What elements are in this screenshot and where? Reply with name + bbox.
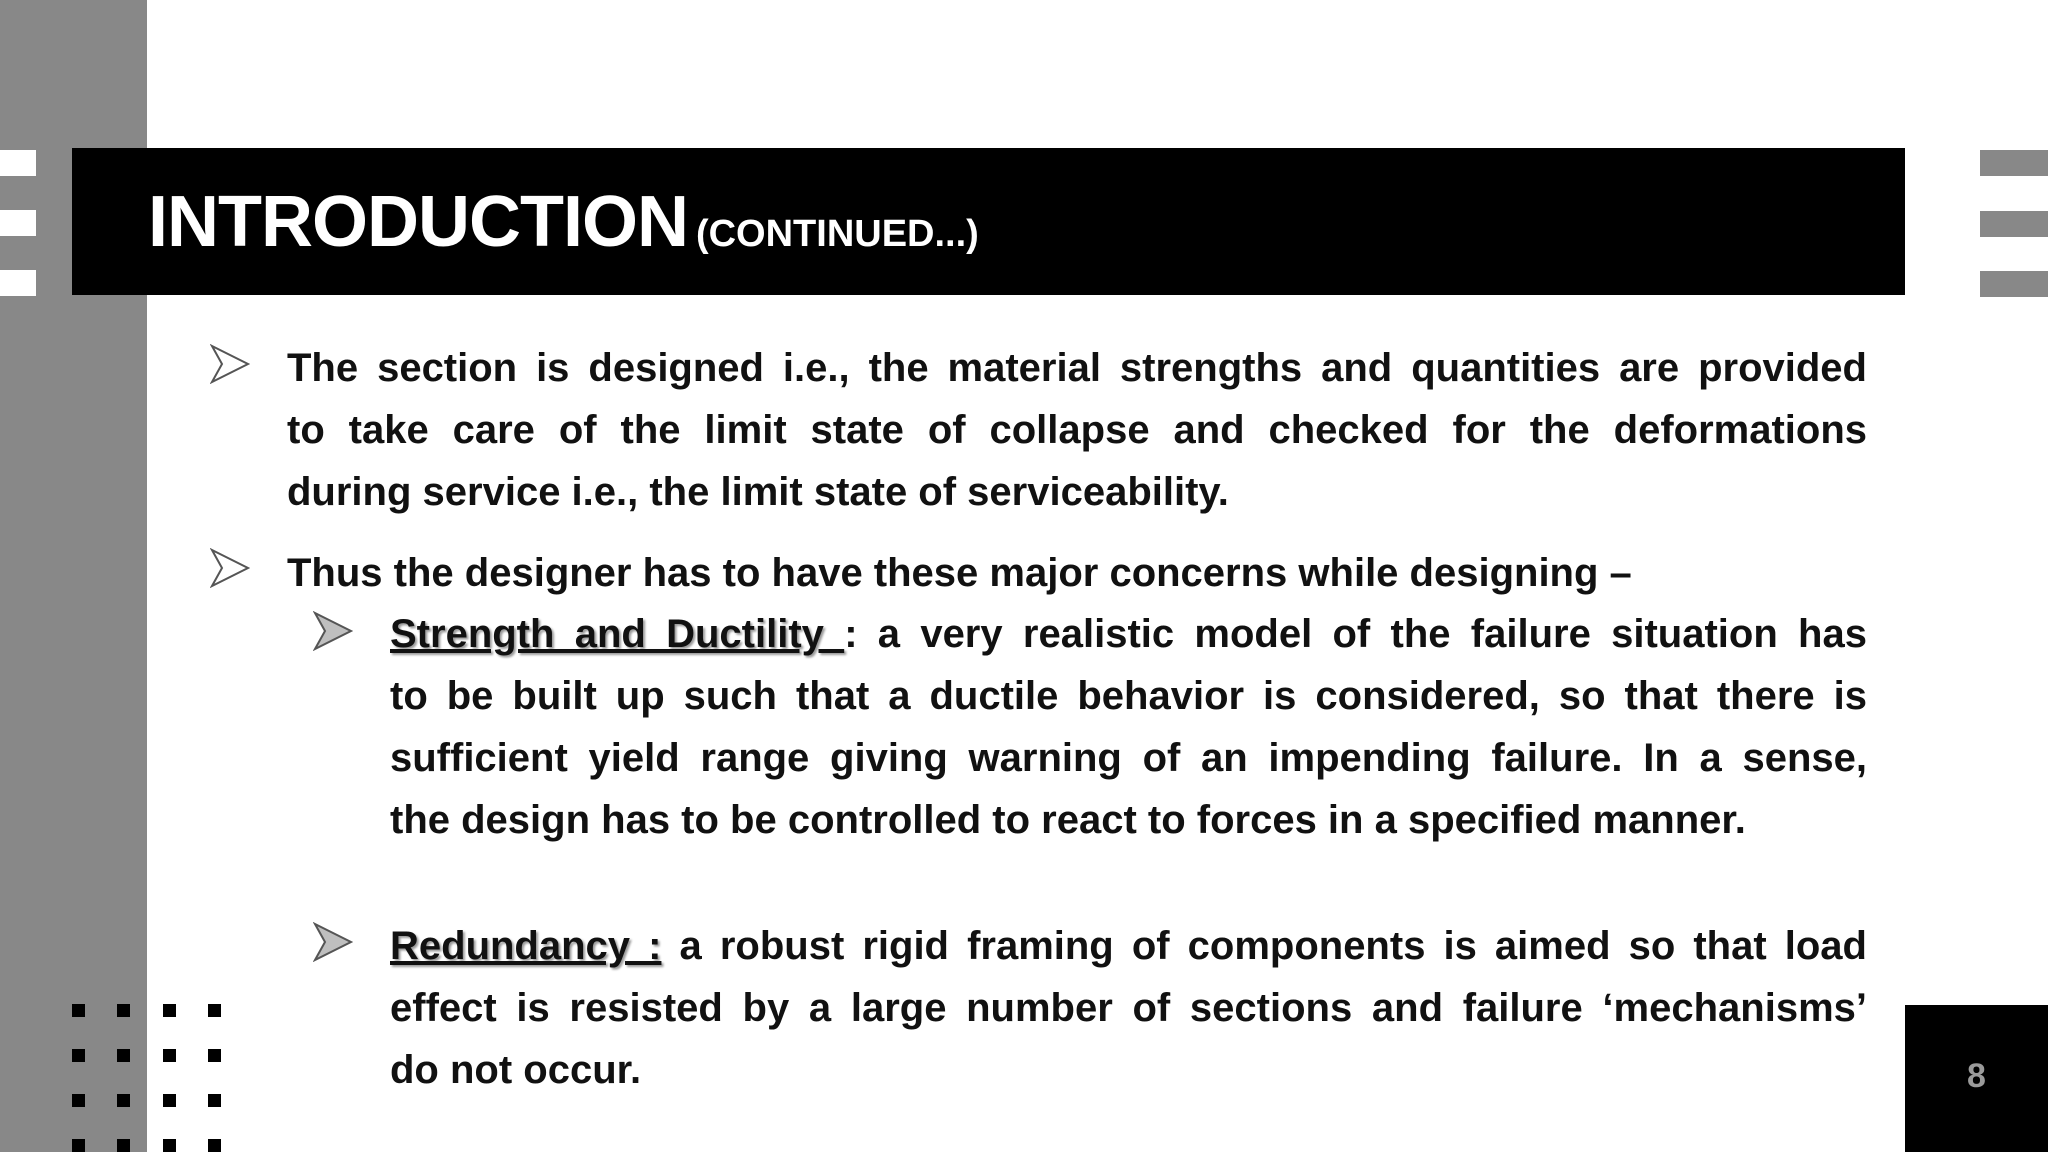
title-main-text: INTRODUCTION xyxy=(148,182,688,262)
bullet-1-line-3: during service i.e., the limit state of serviceability. xyxy=(287,470,1229,514)
arrowhead-bullet-icon xyxy=(313,922,353,962)
redundancy-term: Redundancy : xyxy=(390,924,662,968)
dot-decoration xyxy=(163,1139,176,1152)
sub-bullet-2-line-2: effect is resisted by a large number of sections and failure ‘mechanisms’ xyxy=(390,986,1867,1030)
dot-decoration xyxy=(208,1004,221,1017)
dot-decoration xyxy=(208,1094,221,1107)
strength-ductility-term: Strength and Ductility xyxy=(390,612,845,656)
dot-decoration xyxy=(117,1139,130,1152)
arrowhead-bullet-icon xyxy=(210,548,250,588)
right-stripe-decoration xyxy=(1980,271,2048,297)
dot-decoration xyxy=(117,1049,130,1062)
arrowhead-bullet-icon xyxy=(210,344,250,384)
right-stripe-decoration xyxy=(1980,150,2048,176)
dot-decoration xyxy=(72,1049,85,1062)
dot-decoration xyxy=(72,1004,85,1017)
sub-bullet-1-line-2: to be built up such that a ductile behavior is considered, so that there is xyxy=(390,674,1867,718)
arrowhead-bullet-icon xyxy=(313,611,353,651)
dot-decoration xyxy=(163,1049,176,1062)
left-stripe-decoration xyxy=(0,270,36,296)
sub-bullet-2-text: a robust rigid framing of components is aimed so that load xyxy=(661,924,1867,968)
left-stripe-decoration xyxy=(0,210,36,236)
bullet-2-line-1: Thus the designer has to have these major concerns while designing – xyxy=(287,551,1632,595)
title-subtitle: (CONTINUED...) xyxy=(695,213,979,255)
bullet-1-line-1: The section is designed i.e., the material strengths and quantities are provided xyxy=(287,346,1867,390)
dot-decoration xyxy=(208,1049,221,1062)
slide-title xyxy=(148,180,979,276)
sub-bullet-1-line-3: sufficient yield range giving warning of an impending failure. In a sense, xyxy=(390,736,1867,780)
sub-bullet-1-text: : a very realistic model of the failure situation has xyxy=(844,612,1867,656)
dot-decoration xyxy=(117,1094,130,1107)
page-number: 8 xyxy=(1967,1057,1986,1095)
sub-bullet-2-line-3: do not occur. xyxy=(390,1048,642,1092)
dot-decoration xyxy=(208,1139,221,1152)
dot-decoration xyxy=(72,1139,85,1152)
left-stripe-decoration xyxy=(0,150,36,176)
sub-bullet-2-line-1 xyxy=(390,922,1867,970)
bullet-1-line-2: to take care of the limit state of collapse and checked for the deformations xyxy=(287,408,1867,452)
dot-decoration xyxy=(163,1094,176,1107)
sub-bullet-1-line-4: the design has to be controlled to react to forces in a specified manner. xyxy=(390,798,1746,842)
right-stripe-decoration xyxy=(1980,211,2048,237)
page-number-box xyxy=(1905,1005,2048,1152)
dot-decoration xyxy=(117,1004,130,1017)
dot-decoration xyxy=(163,1004,176,1017)
dot-decoration xyxy=(72,1094,85,1107)
sub-bullet-1-line-1 xyxy=(390,610,1867,658)
